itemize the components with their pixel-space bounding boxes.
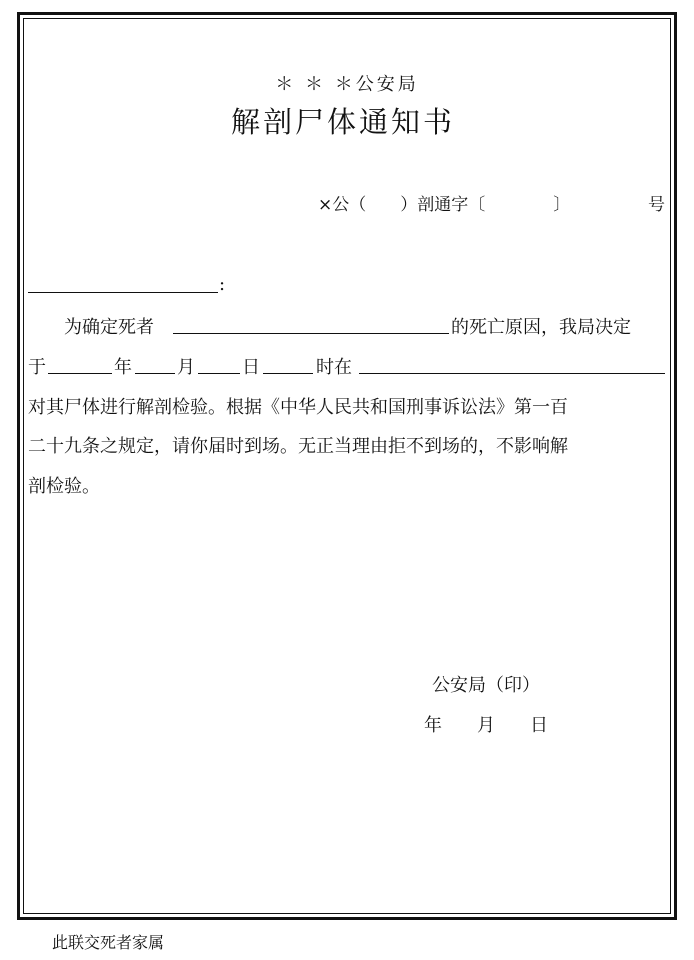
bureau-name: ＊ ＊ ＊公安局	[275, 74, 419, 95]
body-line1-start: 为确定死者	[64, 317, 154, 338]
time-location-label: 时在	[316, 357, 352, 378]
year-label: 年	[114, 357, 132, 378]
day-blank	[198, 373, 240, 374]
location-blank	[359, 373, 665, 374]
copy-note: 此联交死者家属	[52, 933, 165, 952]
document-number	[318, 190, 665, 215]
sign-month: 月	[477, 715, 495, 736]
day-label: 日	[242, 357, 260, 378]
sign-day: 日	[530, 715, 548, 736]
document-title: 解剖尸体通知书	[230, 105, 455, 139]
addressee-blank	[28, 292, 218, 293]
body-line4: 二十九条之规定，请你届时到场。无正当理由拒不到场的，不影响解	[28, 436, 568, 457]
month-blank	[135, 373, 175, 374]
hour-blank	[263, 373, 313, 374]
body-line1-end: 的死亡原因，我局决定	[451, 317, 631, 338]
deceased-name-blank	[173, 333, 449, 334]
inner-border	[23, 18, 671, 914]
date-prefix: 于	[28, 357, 46, 378]
document-number-suffix: 号	[648, 195, 665, 215]
seal-office: 公安局（印）	[432, 675, 540, 696]
body-line5: 剖检验。	[28, 476, 100, 497]
addressee-colon: :	[219, 274, 226, 295]
sign-year: 年	[424, 715, 442, 736]
body-line3: 对其尸体进行解剖检验。根据《中华人民共和国刑事诉讼法》第一百	[28, 397, 568, 418]
year-blank	[48, 373, 112, 374]
document-number-prefix: ×公（ ）剖通字〔 〕	[318, 195, 571, 215]
month-label: 月	[177, 357, 195, 378]
